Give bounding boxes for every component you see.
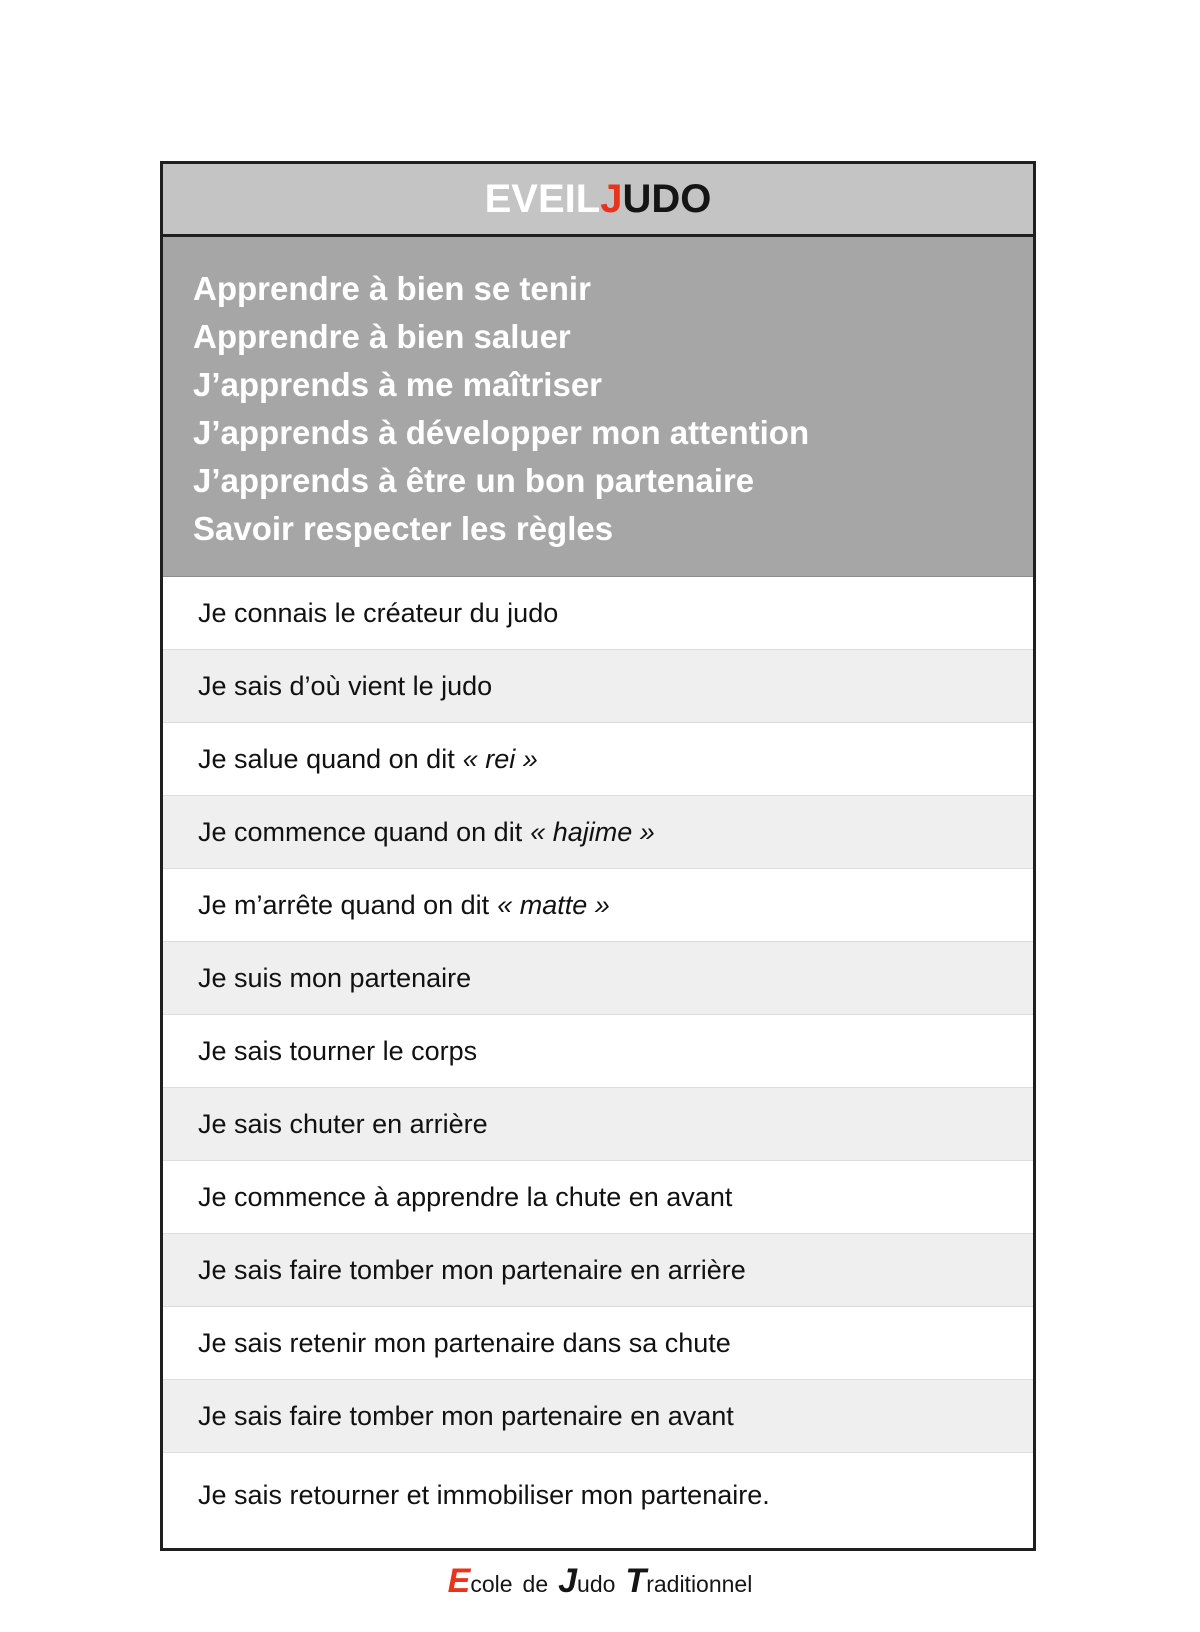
footer-de: de	[522, 1571, 549, 1597]
footer-j-rest: udo	[577, 1571, 616, 1597]
goal-item: J’apprends à me maîtriser	[193, 366, 603, 403]
skill-row	[163, 1234, 1033, 1307]
footer-t-rest: raditionnel	[646, 1571, 753, 1597]
skill-text: Je sais retenir mon partenaire dans sa chute	[198, 1327, 731, 1358]
title-udo: UDO	[622, 176, 712, 221]
goal-item: J’apprends à développer mon attention	[193, 414, 810, 451]
skill-keyword: « hajime »	[530, 816, 655, 847]
skills-list	[163, 577, 1033, 1537]
skill-text: Je sais d’où vient le judo	[198, 670, 493, 701]
footer-t-cap: T	[625, 1562, 647, 1600]
card-title	[163, 164, 1033, 237]
goals-section	[163, 237, 1033, 577]
title-eveil: EVEIL	[484, 176, 601, 221]
skill-text: Je salue quand on dit	[198, 743, 455, 774]
goal-item: Apprendre à bien saluer	[193, 318, 571, 355]
skill-row	[163, 869, 1033, 942]
skill-row	[163, 1015, 1033, 1088]
skill-row	[163, 1307, 1033, 1380]
skill-text: Je suis mon partenaire	[198, 962, 472, 993]
skill-row	[163, 1380, 1033, 1453]
eveil-judo-card	[160, 161, 1036, 1551]
skill-text: Je commence à apprendre la chute en avant	[198, 1181, 733, 1212]
skill-row	[163, 1088, 1033, 1161]
goal-item: Savoir respecter les règles	[193, 510, 614, 547]
skill-row	[163, 577, 1033, 650]
skill-text: Je m’arrête quand on dit	[198, 889, 490, 920]
skill-keyword: « matte »	[497, 889, 610, 920]
skill-text: Je commence quand on dit	[198, 816, 523, 847]
title-j-red: J	[600, 176, 623, 221]
footer-e-cap: E	[447, 1562, 471, 1600]
skill-text: Je sais tourner le corps	[198, 1035, 478, 1066]
skill-row	[163, 796, 1033, 869]
goal-item: Apprendre à bien se tenir	[193, 270, 591, 307]
skill-keyword: « rei »	[462, 743, 538, 774]
footer-j-cap: J	[558, 1562, 578, 1600]
skill-text: Je sais faire tomber mon partenaire en avant	[198, 1400, 734, 1431]
skill-row	[163, 1453, 1033, 1537]
footer-e-rest: cole	[470, 1571, 513, 1597]
skill-text: Je sais retourner et immobiliser mon partenaire.	[198, 1479, 770, 1510]
skill-text: Je connais le créateur du judo	[198, 597, 559, 628]
footer-school-name	[0, 1562, 1200, 1602]
skill-row	[163, 723, 1033, 796]
skill-text: Je sais chuter en arrière	[198, 1108, 488, 1139]
skill-row	[163, 1161, 1033, 1234]
skill-row	[163, 650, 1033, 723]
skill-text: Je sais faire tomber mon partenaire en arrière	[198, 1254, 746, 1285]
goal-item: J’apprends à être un bon partenaire	[193, 462, 755, 499]
skill-row	[163, 942, 1033, 1015]
